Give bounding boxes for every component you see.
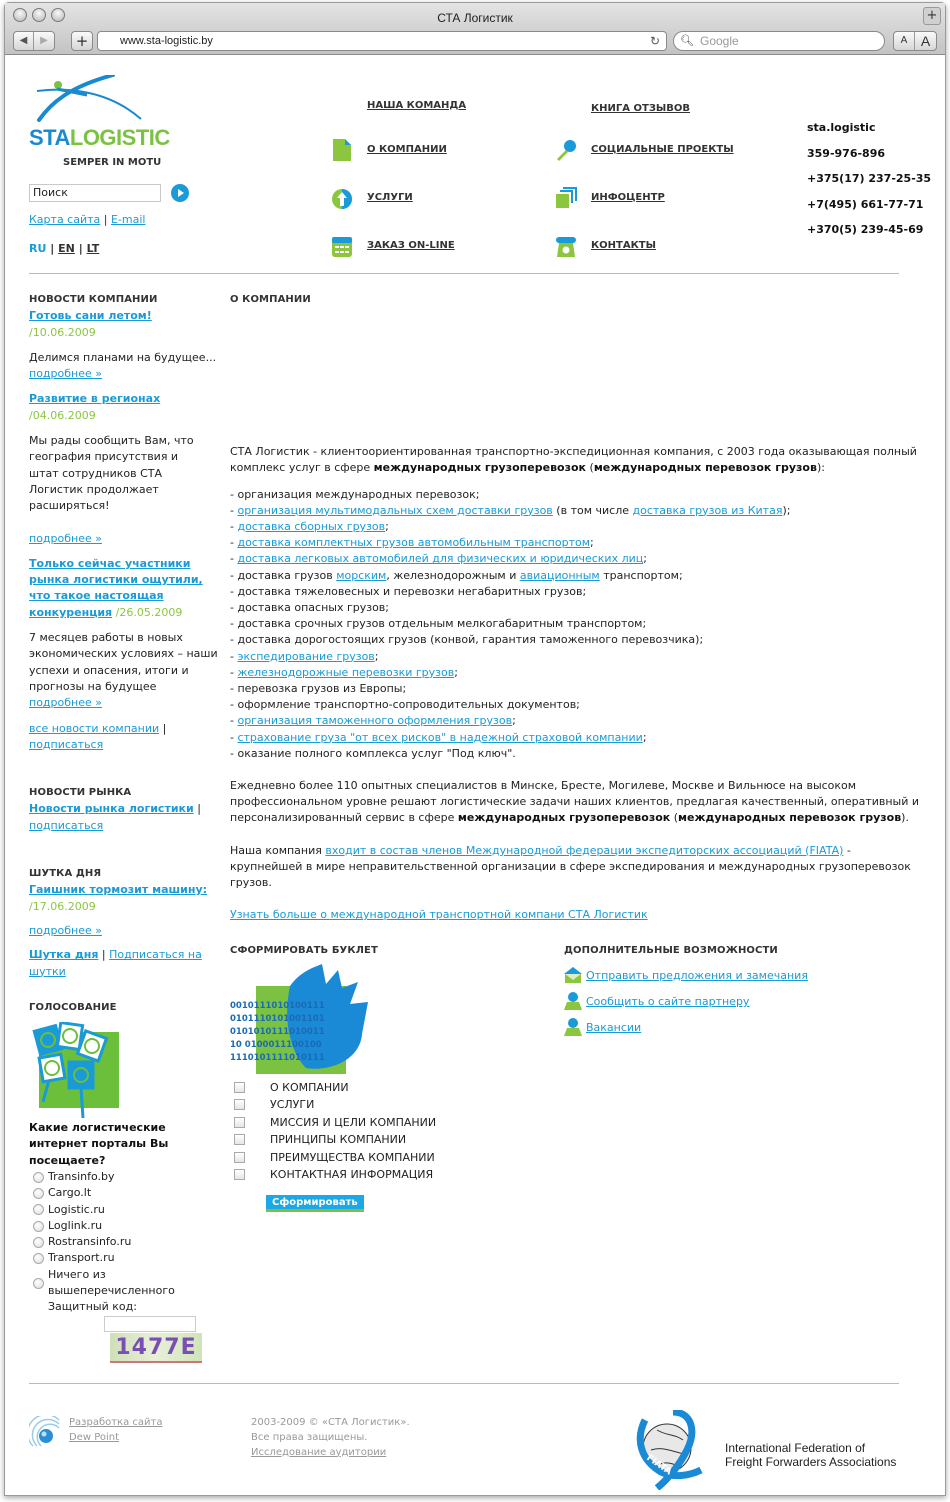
icq-number: 359-976-896 <box>807 146 886 160</box>
service-link[interactable]: страхование груза "от всех рисков" в надежной страховой компании <box>237 730 643 744</box>
joke-title-link[interactable]: Гаишник тормозит машину: <box>29 883 208 897</box>
nav-our-team[interactable] <box>367 100 466 111</box>
extra-link-item[interactable] <box>564 988 904 1014</box>
content-column <box>230 292 920 1212</box>
left-sidebar <box>29 292 219 1363</box>
service-list-item <box>230 535 920 551</box>
item-suffix: ); <box>782 503 791 517</box>
vacancies-link[interactable]: Вакансии <box>586 1020 642 1034</box>
news-summary: Делимся планами на будущее... <box>29 350 217 364</box>
text-smaller-button[interactable]: A <box>894 32 915 50</box>
text-larger-button[interactable]: A <box>920 33 931 49</box>
option-label: Rostransinfo.ru <box>48 1235 132 1249</box>
intro-text: ( <box>586 461 594 475</box>
page-body <box>5 274 945 1383</box>
radio-button[interactable] <box>33 1253 44 1264</box>
item-prefix: - <box>230 536 238 550</box>
news-title-link[interactable]: Развитие в регионах <box>29 392 161 406</box>
history-buttons <box>13 31 55 51</box>
item-text: организация международных перевозок; <box>237 487 480 501</box>
company-news-heading: НОВОСТИ КОМПАНИИ <box>29 294 158 305</box>
new-tab-button[interactable]: + <box>923 7 941 25</box>
option-label: ПРИНЦИПЫ КОМПАНИИ <box>270 1133 407 1147</box>
checkbox[interactable] <box>234 1099 245 1110</box>
copyright-block <box>251 1415 410 1460</box>
nav-label[interactable]: КОНТАКТЫ <box>591 240 656 251</box>
item-text: доставка опасных грузов; <box>237 601 389 615</box>
item-prefix: - <box>230 682 238 696</box>
lang-lt[interactable]: LT <box>86 242 100 255</box>
motto: SEMPER IN MOTU <box>63 157 162 168</box>
booklet-option[interactable] <box>230 1148 564 1166</box>
logo-text <box>29 125 189 151</box>
joke-footer-links <box>29 947 209 980</box>
booklet-option[interactable] <box>230 1166 564 1184</box>
checkbox[interactable] <box>234 1117 245 1128</box>
binary-line: 0101010111010011 <box>230 1027 325 1038</box>
booklet-option[interactable] <box>230 1096 564 1114</box>
radio-button[interactable] <box>33 1172 44 1183</box>
item-text: перевозка грузов из Европы; <box>237 682 407 696</box>
staff-text: ). <box>901 811 909 825</box>
phone-icon <box>555 236 577 258</box>
site-header <box>5 55 945 273</box>
nav-about[interactable] <box>367 144 447 155</box>
service-list-item <box>230 681 920 697</box>
item-suffix: транспортом; <box>599 568 683 582</box>
poll-option[interactable] <box>29 1234 219 1250</box>
nav-label[interactable]: О КОМПАНИИ <box>367 144 447 155</box>
document-icon <box>331 139 353 161</box>
item-text: (в том числе <box>552 503 633 517</box>
service-list-item <box>230 730 920 746</box>
poll-option[interactable] <box>29 1202 219 1218</box>
fiata-logo[interactable] <box>627 1410 705 1490</box>
separator: | <box>162 721 167 735</box>
item-prefix: - <box>230 552 238 566</box>
item-prefix: - <box>230 503 238 517</box>
service-link[interactable]: доставка легковых автомобилей для физических и юридических лиц <box>237 552 644 566</box>
option-label: О КОМПАНИИ <box>270 1080 349 1094</box>
item-suffix: ; <box>590 536 594 550</box>
staff-bold: международных перевозок грузов <box>678 811 902 825</box>
subscribe-market-link[interactable]: подписаться <box>29 818 104 832</box>
nav-social-projects[interactable] <box>591 144 734 155</box>
item-prefix: - <box>230 730 238 744</box>
joke-heading: ШУТКА ДНЯ <box>29 868 102 880</box>
poll-smileys-image <box>29 1022 121 1118</box>
service-link[interactable]: доставка грузов из Китая <box>632 503 783 517</box>
option-label: КОНТАКТНАЯ ИНФОРМАЦИЯ <box>270 1168 434 1182</box>
option-label: Cargo.lt <box>48 1186 92 1200</box>
checkbox[interactable] <box>234 1169 245 1180</box>
news-more-link[interactable]: подробнее » <box>29 367 102 381</box>
option-label: Transinfo.by <box>48 1169 115 1183</box>
item-prefix: - <box>230 601 238 615</box>
fiata-link[interactable]: входит в состав членов Международной федерации экспедиторских ассоциаций (FIATA) <box>325 843 844 857</box>
item-prefix: - <box>230 698 238 712</box>
browser-search-field[interactable] <box>673 31 885 51</box>
service-list-item <box>230 616 920 632</box>
service-list-item <box>230 503 920 519</box>
option-label: Transport.ru <box>48 1251 115 1265</box>
item-prefix: - <box>230 584 238 598</box>
item-prefix: - <box>230 487 238 501</box>
option-label: ПРЕИМУЩЕСТВА КОМПАНИИ <box>270 1150 435 1164</box>
service-list-item <box>230 697 920 713</box>
extra-heading: ДОПОЛНИТЕЛЬНЫЕ ВОЗМОЖНОСТИ <box>564 945 778 957</box>
search-placeholder: Google <box>700 34 739 48</box>
joke-date: /17.06.2009 <box>29 899 96 913</box>
service-link[interactable]: организация таможенного оформления грузов <box>237 714 513 728</box>
staff-bold: международных грузоперевозок <box>457 811 671 825</box>
service-list-item <box>230 746 920 762</box>
footer <box>29 1384 909 1484</box>
page-title: О КОМПАНИИ <box>230 294 311 305</box>
all-news-link[interactable]: все новости компании <box>29 721 160 735</box>
intro-bold: международных перевозок грузов <box>593 461 817 475</box>
radio-button[interactable] <box>33 1278 44 1289</box>
separator: | <box>197 802 201 816</box>
binary-line: 1110101111010111 <box>230 1053 325 1064</box>
sitemap-link[interactable]: Карта сайта <box>29 213 101 226</box>
news-date: /04.06.2009 <box>29 408 96 422</box>
site-development-link[interactable]: Разработка сайта <box>69 1416 163 1428</box>
language-switcher <box>29 242 99 255</box>
checkbox[interactable] <box>234 1082 245 1093</box>
copyright-text: 2003-2009 © «СТА Логистик». <box>251 1416 410 1428</box>
nav-label[interactable]: СОЦИАЛЬНЫЕ ПРОЕКТЫ <box>591 144 734 155</box>
user-icon <box>564 992 582 1010</box>
logo-sta: STA <box>29 125 70 150</box>
fiata-name <box>725 1441 896 1469</box>
radio-button[interactable] <box>33 1188 44 1199</box>
radio-button[interactable] <box>33 1221 44 1232</box>
item-prefix: - <box>230 649 238 663</box>
item-suffix: ; <box>512 714 516 728</box>
tell-partner-link[interactable]: Сообщить о сайте партнеру <box>586 994 750 1008</box>
radio-button[interactable] <box>33 1237 44 1248</box>
stacked-pages-icon <box>555 187 577 209</box>
joke-item <box>29 882 219 915</box>
radio-button[interactable] <box>33 1204 44 1215</box>
news-summary: Мы рады сообщить Вам, что география присутствия и штат сотрудников СТА Логистик продолжает расширяться! <box>29 434 194 513</box>
item-suffix: ; <box>454 665 458 679</box>
search-icon: 🔍︎ <box>680 35 694 47</box>
phone-vilnius: +370(5) 239-45-69 <box>807 223 924 236</box>
rights-text: Все права защищены. <box>251 1431 368 1443</box>
news-item <box>29 556 219 712</box>
item-text: доставка тяжеловесных и перевозки негабаритных грузов; <box>237 584 587 598</box>
forward-button[interactable]: ▶ <box>40 35 48 46</box>
phone-moscow: +7(495) 661-77-71 <box>807 197 924 211</box>
item-text: доставка срочных грузов отдельным мелкогабаритным транспортом; <box>237 617 647 631</box>
site-logo[interactable] <box>29 75 189 151</box>
utility-links <box>29 213 145 226</box>
item-prefix: - <box>230 665 238 679</box>
services-list <box>230 487 920 762</box>
browser-toolbar <box>5 3 945 55</box>
joke-of-day-link[interactable]: Шутка дня <box>29 948 99 962</box>
item-suffix: ; <box>385 520 389 534</box>
nav-infocenter[interactable] <box>591 192 665 203</box>
poll-options <box>29 1169 219 1299</box>
envelope-icon <box>564 967 582 983</box>
intro-paragraph <box>230 444 920 476</box>
address-bar[interactable] <box>97 31 667 51</box>
nav-label[interactable]: КНИГА ОТЗЫВОВ <box>591 103 691 114</box>
learn-more-row <box>230 907 920 923</box>
intro-bold: международных грузоперевозок <box>373 461 587 475</box>
fiata-badge-text: FIATA <box>644 1452 674 1478</box>
item-text: оказание полного комплекса услуг "Под ключ". <box>237 746 516 760</box>
email-link[interactable]: E-mail <box>110 213 146 226</box>
nav-label[interactable]: УСЛУГИ <box>367 192 413 203</box>
site-search-input[interactable]: Поиск <box>29 184 161 202</box>
news-date: /10.06.2009 <box>29 325 96 339</box>
url-text: www.sta-logistic.by <box>120 35 213 47</box>
binary-line: 0101110101001101 <box>230 1014 325 1025</box>
service-list-item <box>230 551 920 567</box>
poll-heading: ГОЛОСОВАНИЕ <box>29 1001 117 1013</box>
text-size-buttons <box>893 31 937 51</box>
main-content <box>230 292 920 923</box>
service-list-item <box>230 649 920 665</box>
service-list-item <box>230 487 920 503</box>
nav-services[interactable] <box>367 192 413 203</box>
send-feedback-link[interactable]: Отправить предложения и замечания <box>586 968 808 982</box>
fiata-paragraph <box>230 843 920 892</box>
option-label: Ничего из вышеперечисленного <box>48 1267 175 1298</box>
captcha-label: Защитный код: <box>48 1300 137 1314</box>
service-link[interactable]: авиационным <box>519 568 600 582</box>
service-list-item <box>230 665 920 681</box>
news-footer-links <box>29 721 219 754</box>
back-button[interactable]: ◀ <box>14 32 34 50</box>
intro-text: СТА Логистик - клиентоориентированная транспортно-экспедиционная компания, с 2003 года оказывающая полный комплекс услуг в сфере <box>230 445 917 475</box>
developer-credits <box>69 1415 163 1445</box>
market-news-link[interactable]: Новости рынка логистики <box>29 802 194 816</box>
service-list-item <box>230 600 920 616</box>
extra-features <box>564 945 904 1212</box>
news-title-link[interactable]: Только сейчас участники рынка логистики ощутили, что такое настоящая конкуренция <box>29 556 203 619</box>
service-list-item <box>230 584 920 600</box>
captcha-image: 1477E <box>110 1333 202 1363</box>
item-text: оформление транспортно-сопроводительных документов; <box>237 698 580 712</box>
option-label: УСЛУГИ <box>270 1098 315 1112</box>
item-suffix: ; <box>642 730 647 744</box>
news-item <box>29 308 219 382</box>
joke-more-row <box>29 923 219 939</box>
item-prefix: - <box>230 520 238 534</box>
news-more-link[interactable]: подробнее » <box>29 696 102 710</box>
option-label: МИССИЯ И ЦЕЛИ КОМПАНИИ <box>270 1115 437 1129</box>
news-title-link[interactable]: Готовь сани летом! <box>29 309 152 323</box>
item-suffix: ; <box>643 552 647 566</box>
news-item <box>29 391 219 546</box>
logo-logistic: LOGISTIC <box>69 125 170 150</box>
poll-option[interactable] <box>29 1267 219 1300</box>
item-text: , железнодорожным и <box>386 568 520 582</box>
poll-option[interactable] <box>29 1218 219 1234</box>
separator: | <box>101 948 106 962</box>
lower-sections <box>230 945 920 1212</box>
intro-text: ): <box>816 461 825 475</box>
lang-en[interactable]: EN <box>58 242 75 255</box>
booklet-options <box>230 1078 564 1183</box>
poll-question: Какие логистические интернет порталы Вы посещаете? <box>29 1121 169 1167</box>
service-list-item <box>230 568 920 584</box>
audience-research-link[interactable]: Исследование аудитории <box>251 1446 387 1458</box>
fiata-text: Наша компания <box>230 843 326 857</box>
checkbox[interactable] <box>234 1134 245 1145</box>
service-list-item <box>230 632 920 648</box>
separator: | <box>78 242 83 255</box>
reload-icon[interactable]: ↻ <box>649 34 660 48</box>
subscribe-jokes-link[interactable]: Подписаться на шутки <box>29 948 202 978</box>
nav-order-online[interactable] <box>367 240 455 251</box>
nav-label[interactable]: ИНФОЦЕНТР <box>591 192 665 203</box>
dewpoint-logo-icon <box>29 1416 63 1450</box>
booklet-section <box>230 945 564 1212</box>
nav-label[interactable]: ЗАКАЗ ON-LINE <box>367 240 455 251</box>
key-icon <box>555 139 577 161</box>
booklet-image <box>230 964 375 1076</box>
logo-swoosh-icon <box>29 75 159 127</box>
poll-option[interactable] <box>29 1185 219 1201</box>
booklet-option[interactable] <box>230 1131 564 1149</box>
nav-guestbook[interactable] <box>591 103 690 114</box>
news-date: /26.05.2009 <box>115 605 183 619</box>
item-prefix: - доставка грузов <box>230 568 337 582</box>
upload-arrow-icon <box>331 188 353 210</box>
booklet-option[interactable] <box>230 1078 564 1096</box>
service-list-item <box>230 519 920 535</box>
item-prefix: - <box>230 746 238 760</box>
extra-link-item[interactable] <box>564 962 904 988</box>
captcha-input[interactable] <box>104 1316 196 1332</box>
separator: | <box>103 213 108 226</box>
user-icon <box>564 1018 582 1036</box>
item-prefix: - <box>230 714 238 728</box>
service-link[interactable]: экспедирование грузов <box>237 649 375 663</box>
web-page <box>5 55 945 1484</box>
booklet-heading: СФОРМИРОВАТЬ БУКЛЕТ <box>230 945 378 957</box>
poll-option[interactable] <box>29 1250 219 1266</box>
subscribe-news-link[interactable]: подписаться <box>29 737 104 751</box>
learn-more-link[interactable]: Узнать больше о международной транспортной компани СТА Логистик <box>230 908 648 922</box>
binary-line: 10 0100011100100 <box>230 1040 322 1051</box>
nav-label[interactable]: НАША КОМАНДА <box>367 100 467 111</box>
service-link[interactable]: доставка комплектных грузов автомобильным транспортом <box>237 536 591 550</box>
option-label: Logistic.ru <box>48 1202 105 1216</box>
item-text: доставка дорогостоящих грузов (конвой, гарантия таможенного перевозчика); <box>237 633 704 647</box>
market-news-links <box>29 801 219 834</box>
service-link[interactable]: доставка сборных грузов <box>237 520 386 534</box>
phone-minsk: +375(17) 237-25-35 <box>807 172 932 185</box>
poll-option[interactable] <box>29 1169 219 1185</box>
skype-name: sta.logistic <box>807 121 876 134</box>
window-title: СТА Логистик <box>437 11 513 25</box>
checkbox[interactable] <box>234 1152 245 1163</box>
staff-text: Ежедневно более 110 опытных специалистов в Минске, Бресте, Могилеве, Москве и Вильнюсе на высоком профессиональном уровне решают логистические задачи наших клиентов, предлагая качественный, оперативный и персонализированный сервис в сфере <box>230 779 920 825</box>
item-prefix: - <box>230 617 238 631</box>
fiata-text: - крупнейшей в мире неправительственной организации в сфере экспедирования и международных грузоперевозок грузов. <box>230 843 911 890</box>
news-summary: 7 месяцев работы в новых экономических условиях – наши успехи и опасения, итоги и прогнозы на будущее <box>29 631 218 693</box>
calculator-icon <box>331 236 353 258</box>
staff-paragraph <box>230 778 920 827</box>
browser-window <box>4 2 946 1496</box>
dewpoint-link[interactable]: Dew Point <box>69 1431 120 1443</box>
item-suffix: ; <box>374 649 379 663</box>
binary-line: 0010111010100111 <box>230 1001 325 1012</box>
lang-ru[interactable]: RU <box>29 242 47 255</box>
service-link[interactable]: железнодорожные перевозки грузов <box>237 665 455 679</box>
nav-contacts[interactable] <box>591 240 656 251</box>
search-go-button[interactable] <box>171 184 189 202</box>
market-news-heading: НОВОСТИ РЫНКА <box>29 787 132 799</box>
extra-link-item[interactable] <box>564 1014 904 1040</box>
news-more-link[interactable]: подробнее » <box>29 531 102 545</box>
option-label: Loglink.ru <box>48 1218 103 1232</box>
service-link[interactable]: организация мультимодальных схем доставки грузов <box>237 503 553 517</box>
generate-booklet-button[interactable]: Сформировать <box>266 1195 364 1212</box>
joke-more-link[interactable]: подробнее » <box>29 923 102 937</box>
item-prefix: - <box>230 633 238 647</box>
booklet-option[interactable] <box>230 1113 564 1131</box>
service-link[interactable]: морским <box>336 568 387 582</box>
fiata-name-line: International Federation of <box>725 1440 866 1455</box>
service-list-item <box>230 713 920 729</box>
contact-info <box>807 121 931 249</box>
add-bookmark-button[interactable]: + <box>71 31 93 51</box>
staff-text: ( <box>670 811 679 825</box>
separator: | <box>50 242 55 255</box>
fiata-name-line: Freight Forwarders Associations <box>725 1454 897 1469</box>
